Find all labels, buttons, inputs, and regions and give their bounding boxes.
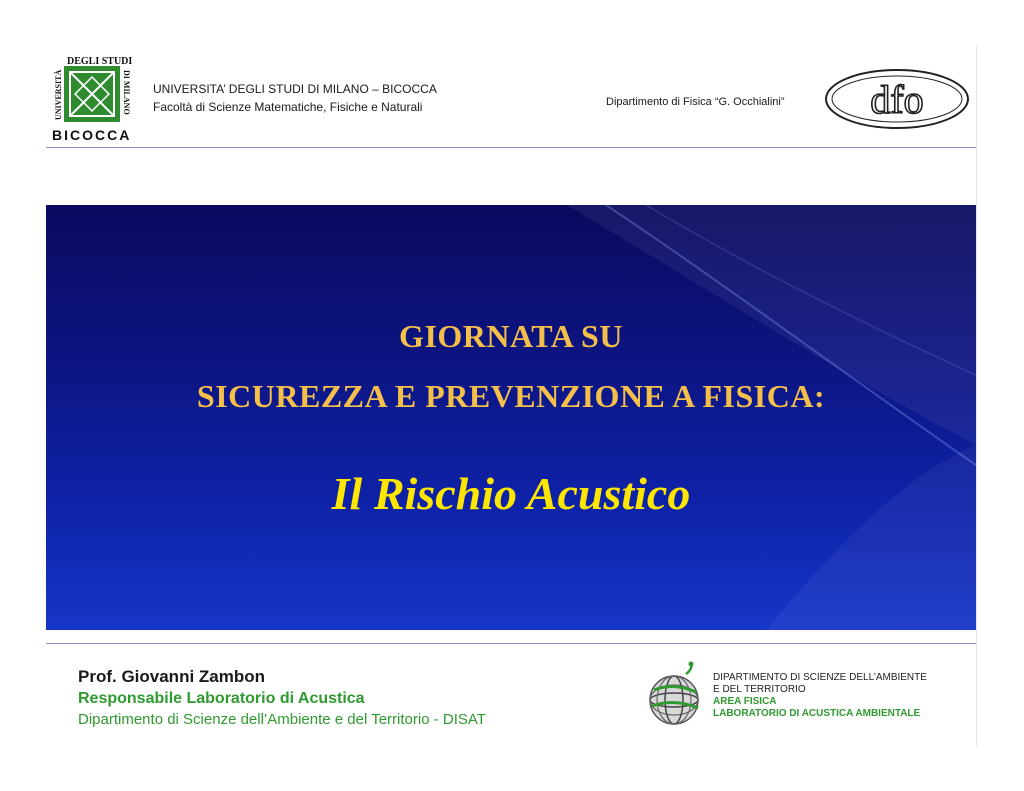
dfo-logo <box>822 66 972 132</box>
banner-sheen <box>46 205 976 630</box>
presenter-department: Dipartimento di Scienze dell’Ambiente e del Territorio - DISAT <box>78 711 486 728</box>
disat-department-block <box>713 672 927 720</box>
logo-side-text-right: DI MILANO <box>122 70 131 115</box>
header-university <box>153 80 437 116</box>
presenter-role: Responsabile Laboratorio di Acustica <box>78 690 365 707</box>
title-banner <box>46 205 976 630</box>
logo-side-text: UNIVERSITÀ <box>54 69 63 120</box>
presenter-name: Prof. Giovanni Zambon <box>78 667 266 686</box>
header-divider <box>46 147 976 148</box>
disat-line-4: LABORATORIO DI ACUSTICA AMBIENTALE <box>713 708 921 719</box>
footer-divider <box>46 643 976 644</box>
slide-edge <box>976 46 977 746</box>
disat-line-1: DIPARTIMENTO DI SCIENZE DELL’AMBIENTE <box>713 672 927 683</box>
banner-heading-line1: GIORNATA SU <box>399 318 623 354</box>
disat-globe-logo <box>646 660 704 728</box>
banner-heading-line2: SICUREZZA E PREVENZIONE A FISICA: <box>196 378 826 414</box>
header-department: Dipartimento di Fisica “G. Occhialini” <box>606 96 785 108</box>
logo-bottom-text: BICOCCA <box>52 127 132 142</box>
faculty-name: Facoltà di Scienze Matematiche, Fisiche e Naturali <box>153 100 423 114</box>
logo-top-text: DEGLI STUDI <box>67 56 133 67</box>
university-name: UNIVERSITA’ DEGLI STUDI DI MILANO – BICOCCA <box>153 82 437 96</box>
university-logo <box>50 52 134 142</box>
presentation-title: Il Rischio Acustico <box>331 468 691 519</box>
disat-line-3: AREA FISICA <box>713 696 777 707</box>
dfo-logo-text: dfo <box>870 77 924 122</box>
disat-line-2: E DEL TERRITORIO <box>713 684 806 695</box>
